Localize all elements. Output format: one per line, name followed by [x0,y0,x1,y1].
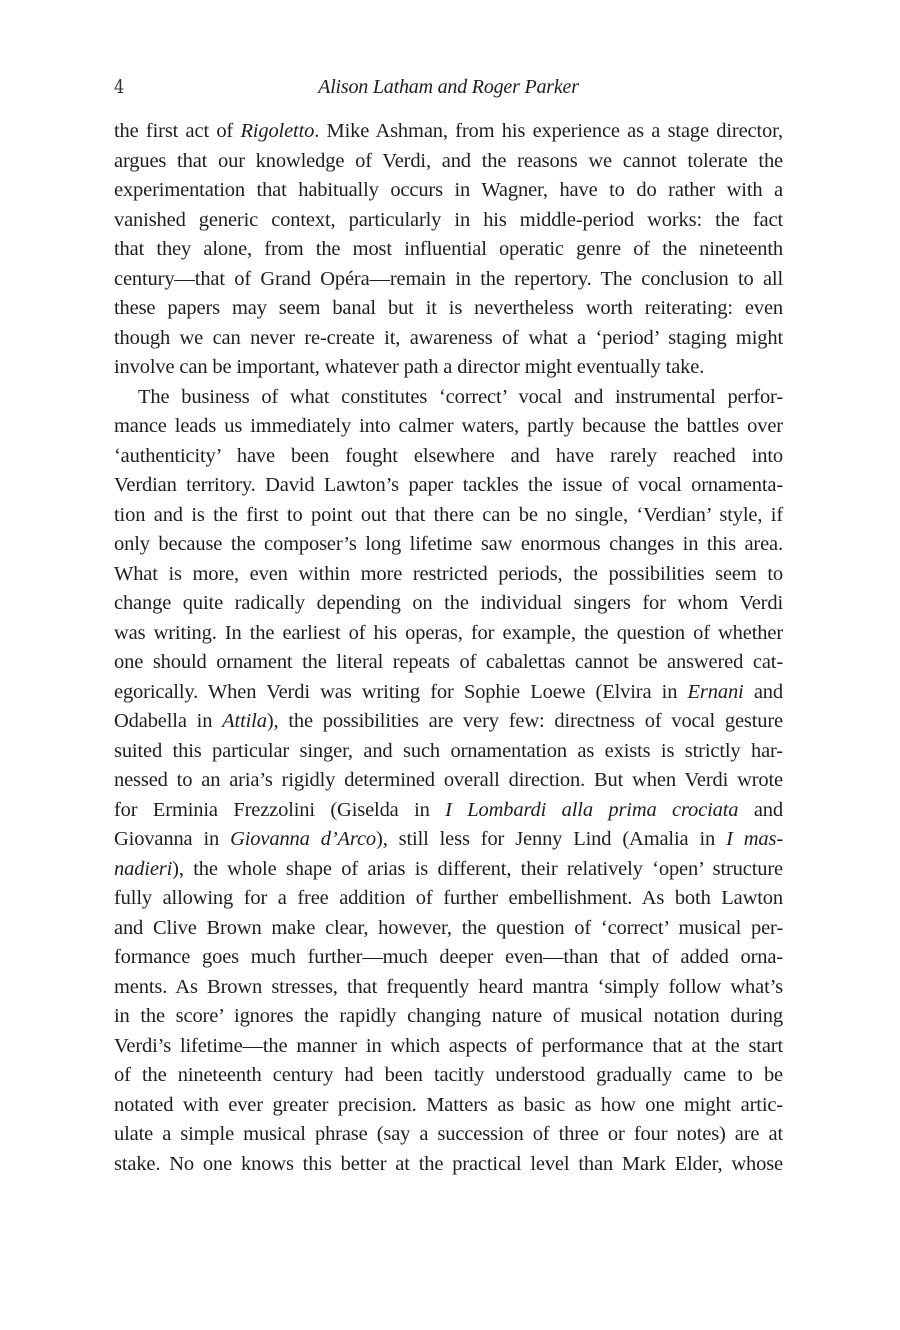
text-run: tion and is the first to point out that there can be no single, ‘Verdian’ style, if [114,503,783,526]
text-run: What is more, even within more restricted periods, the possibilities seem to [114,562,783,585]
text-run: only because the composer’s long lifetime saw enormous changes in this area. [114,533,783,555]
text-line [114,530,783,560]
italic-title: I mas- [726,828,783,850]
text-run: ), still less for Jenny Lind (Amalia in [376,828,727,850]
running-head [114,73,783,101]
text-run: and Clive Brown make clear, however, the question of ‘correct’ musical per- [114,916,783,939]
italic-title: Ernani [687,680,744,703]
text-run: mance leads us immediately into calmer waters, partly because the battles over [114,415,783,437]
text-run: involve can be important, whatever path a director might eventually take. [114,356,705,378]
text-run: of the nineteenth century had been tacitly understood gradually came to be [114,1064,783,1086]
body-text [114,117,783,1179]
text-run: ‘authenticity’ have been fought elsewhere and have rarely reached into [114,444,783,467]
text-line [114,235,783,265]
text-line [114,855,783,885]
text-run: Verdi’s lifetime—the manner in which aspects of performance that at the start [114,1034,783,1057]
text-line [114,943,783,973]
text-run: notated with ever greater precision. Matters as basic as how one might artic- [114,1093,783,1116]
page-number: 4 [114,76,125,98]
text-run: formance goes much further—much deeper even—than that of added orna- [114,946,783,968]
text-run: Odabella in [114,710,223,732]
text-line [114,1061,783,1091]
text-line [114,707,783,737]
text-line [114,1091,783,1121]
text-run: change quite radically depending on the individual singers for whom Verdi [114,592,783,614]
text-line [114,884,783,914]
running-title: Alison Latham and Roger Parker [318,76,579,98]
text-line [114,678,783,708]
text-run: though we can never re-create it, awareness of what a ‘period’ staging might [114,326,783,349]
text-run: ments. As Brown stresses, that frequently heard mantra ‘simply follow what’s [114,975,783,998]
text-line [114,206,783,236]
text-line [114,265,783,295]
text-run: argues that our knowledge of Verdi, and the reasons we cannot tolerate the [114,149,783,172]
text-run: was writing. In the earliest of his operas, for example, the question of whether [114,621,783,644]
italic-title: I Lombardi alla prima crociata [445,798,739,821]
text-line [114,589,783,619]
text-line [114,1002,783,1032]
text-line [114,1032,783,1062]
text-line [114,412,783,442]
text-line [114,737,783,767]
text-run: fully allowing for a free addition of further embellishment. As both Lawton [114,887,783,909]
text-run: Giovanna in [114,828,231,850]
text-line [114,176,783,206]
text-line [114,1150,783,1180]
text-run: that they alone, from the most influential operatic genre of the nineteenth [114,238,783,260]
text-line [114,796,783,826]
text-line [114,442,783,472]
text-line [114,353,783,383]
text-run: . Mike Ashman, from his experience as a stage director, [314,120,783,142]
text-run: ), the whole shape of arias is different, their relatively ‘open’ structure [172,857,783,880]
text-run: one should ornament the literal repeats of cabalettas cannot be answered cat- [114,651,783,673]
text-line [114,383,783,413]
paragraph [114,117,783,383]
text-line [114,117,783,147]
text-line [114,619,783,649]
text-line [114,1120,783,1150]
text-run: for Erminia Frezzolini (Giselda in [114,798,446,821]
text-run: egorically. When Verdi was writing for Sophie Loewe (Elvira in [114,680,688,703]
text-run: ulate a simple musical phrase (say a succession of three or four notes) are at [114,1123,783,1145]
text-line [114,501,783,531]
text-line [114,147,783,177]
text-line [114,648,783,678]
italic-title: Attila [222,710,267,732]
text-line [114,294,783,324]
text-run: stake. No one knows this better at the practical level than Mark Elder, whose [114,1152,783,1175]
italic-title: Giovanna d’Arco [230,828,377,850]
text-run: in the score’ ignores the rapidly changing nature of musical notation during [114,1005,783,1027]
italic-title: Rigoletto [240,120,315,142]
text-run: and [743,680,783,703]
text-run: nessed to an aria’s rigidly determined overall direction. But when Verdi wrote [114,769,783,791]
text-line [114,914,783,944]
text-line [114,766,783,796]
text-run: and [738,798,783,821]
text-run: Verdian territory. David Lawton’s paper tackles the issue of vocal ornamenta- [114,474,783,496]
text-run: these papers may seem banal but it is nevertheless worth reiterating: even [114,297,783,319]
text-run: the first act of [114,120,241,142]
text-run: experimentation that habitually occurs in Wagner, have to do rather with a [114,179,783,201]
italic-title: nadieri [114,857,173,880]
text-line [114,825,783,855]
text-line [114,471,783,501]
text-run: suited this particular singer, and such ornamentation as exists is strictly har- [114,739,783,762]
text-run: vanished generic context, particularly in his middle-period works: the fact [114,208,783,231]
text-line [114,324,783,354]
text-line [114,973,783,1003]
text-run: century—that of Grand Opéra—remain in the repertory. The conclusion to all [114,267,783,290]
text-run: The business of what constitutes ‘correct’ vocal and instrumental perfor- [138,385,783,408]
text-line [114,560,783,590]
paragraph [114,383,783,1180]
text-run: ), the possibilities are very few: directness of vocal gesture [266,710,784,732]
